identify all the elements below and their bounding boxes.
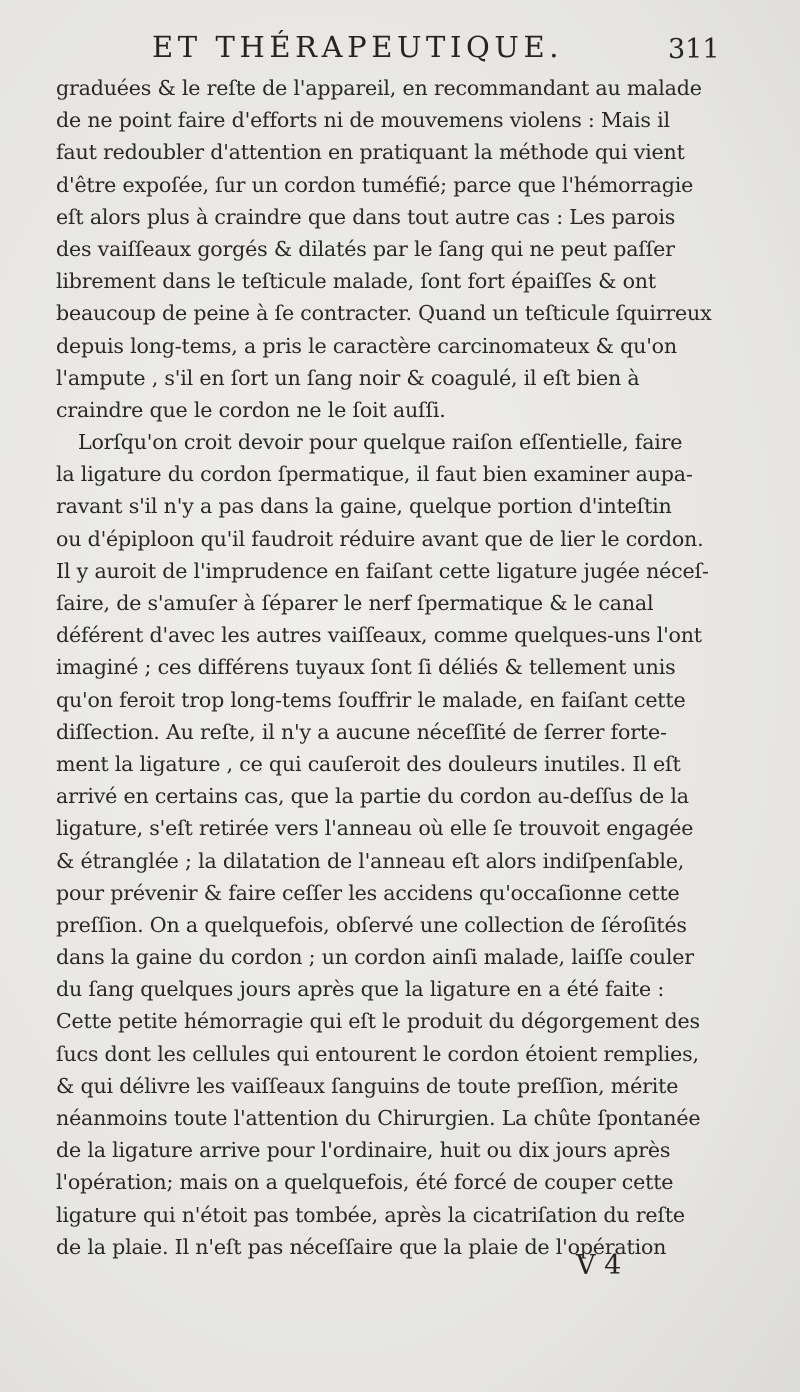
- text-line: ligature, s'eſt retirée vers l'anneau où elle ſe trouvoit engagée: [56, 816, 694, 841]
- text-line: librement dans le teſticule malade, ſont fort épaiſſes & ont: [56, 269, 656, 294]
- text-line: de la plaie. Il n'eſt pas néceſſaire que la plaie de l'opération: [56, 1234, 667, 1259]
- text-line: faut redoubler d'attention en pratiquant la méthode qui vient: [56, 140, 685, 165]
- text-line: Il y auroit de l'imprudence en faiſant cette ligature jugée néceſ-: [56, 558, 709, 583]
- text-line: & étranglée ; la dilatation de l'anneau eſt alors indiſpenſable,: [56, 848, 685, 873]
- text-line: depuis long-tems, a pris le caractère carcinomateux & qu'on: [56, 333, 677, 358]
- text-line: des vaiſſeaux gorgés & dilatés par le ſang qui ne peut paſſer: [56, 236, 675, 261]
- text-line: Cette petite hémorragie qui eſt le produit du dégorgement des: [56, 1009, 700, 1034]
- text-line: de la ligature arrive pour l'ordinaire, huit ou dix jours après: [56, 1138, 671, 1163]
- text-line: beaucoup de peine à ſe contracter. Quand un teſticule ſquirreux: [56, 301, 712, 326]
- paragraph-start-line: Lorſqu'on croit devoir pour quelque raiſon eſſentielle, faire: [78, 430, 683, 455]
- text-line: ſaire, de s'amuſer à ſéparer le nerf ſpermatique & le canal: [56, 591, 654, 615]
- signature-mark: V 4: [576, 1250, 622, 1281]
- text-line: craindre que le cordon ne le ſoit auſſi.: [56, 397, 446, 422]
- running-head: ET THÉRAPEUTIQUE.: [152, 30, 564, 64]
- text-line: qu'on feroit trop long-tems ſouffrir le malade, en faiſant cette: [56, 687, 686, 712]
- text-line: l'ampute , s'il en ſort un ſang noir & coagulé, il eſt bien à: [56, 365, 640, 390]
- text-line: ment la ligature , ce qui cauſeroit des douleurs inutiles. Il eſt: [56, 751, 681, 776]
- text-line: ſucs dont les cellules qui entourent le cordon étoient remplies,: [56, 1041, 699, 1066]
- text-line: du ſang quelques jours après que la ligature en a été faite :: [56, 977, 665, 1002]
- text-line: diſſection. Au reſte, il n'y a aucune néceſſité de ſerrer forte-: [56, 719, 667, 744]
- text-line: déférent d'avec les autres vaiſſeaux, comme quelques-uns l'ont: [56, 623, 702, 648]
- body-text: [56, 72, 796, 1263]
- text-line: ligature qui n'étoit pas tombée, après la cicatriſation du reſte: [56, 1202, 685, 1227]
- text-line: eſt alors plus à craindre que dans tout autre cas : Les parois: [56, 204, 676, 229]
- text-line: ou d'épiploon qu'il faudroit réduire avant que de lier le cordon.: [56, 526, 704, 551]
- text-line: pour prévenir & faire ceſſer les accidens qu'occaſionne cette: [56, 880, 680, 905]
- text-line: & qui délivre les vaiſſeaux ſanguins de toute preſſion, mérite: [56, 1073, 679, 1098]
- text-line: ravant s'il n'y a pas dans la gaine, quelque portion d'inteſtin: [56, 494, 672, 519]
- text-line: graduées & le reſte de l'appareil, en recommandant au malade: [56, 76, 702, 100]
- text-line: d'être expoſée, ſur un cordon tuméfié; parce que l'hémorragie: [56, 172, 694, 197]
- text-line: arrivé en certains cas, que la partie du cordon au-deſſus de la: [56, 784, 689, 809]
- page-number: 311: [668, 34, 720, 65]
- page-header: [0, 26, 800, 66]
- text-line: néanmoins toute l'attention du Chirurgien. La chûte ſpontanée: [56, 1106, 701, 1130]
- text-line: imaginé ; ces différens tuyaux ſont ſi déliés & tellement unis: [56, 655, 676, 680]
- text-line: l'opération; mais on a quelquefois, été forcé de couper cette: [56, 1170, 674, 1195]
- text-line: de ne point faire d'efforts ni de mouvemens violens : Mais il: [56, 108, 670, 133]
- text-line: dans la gaine du cordon ; un cordon ainſi malade, laiſſe couler: [56, 945, 694, 970]
- text-line: la ligature du cordon ſpermatique, il faut bien examiner aupa-: [56, 462, 693, 487]
- text-line: preſſion. On a quelquefois, obſervé une collection de ſéroſités: [56, 912, 687, 937]
